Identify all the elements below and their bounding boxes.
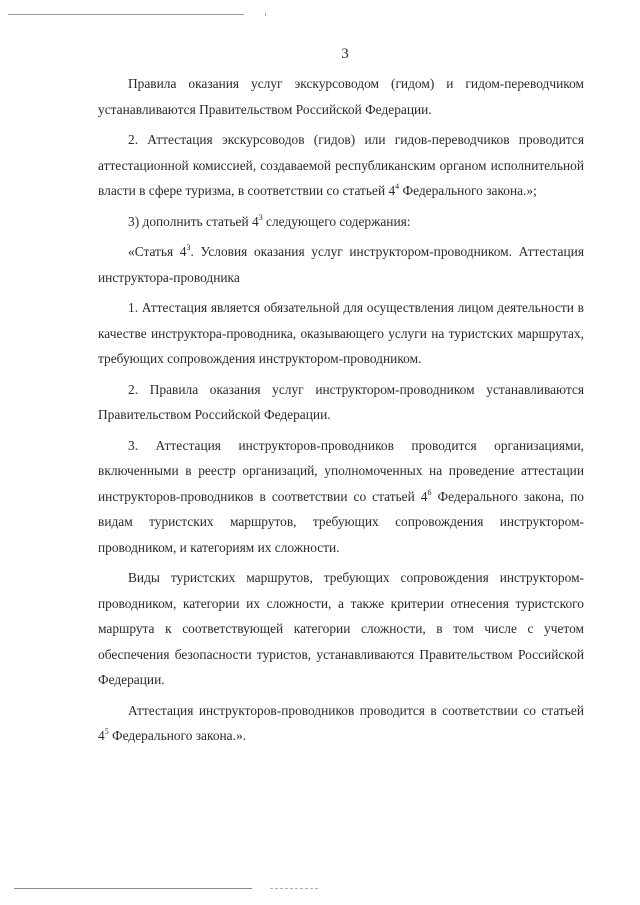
paragraph-text: 3. Аттестация инструкторов-проводников проводится организациями, включенными в реестр организаций, уполномоченных на проведение аттестации инструкторов-проводников в соответствии со статьей 4 — [98, 437, 584, 504]
paragraph-text: . Условия оказания услуг инструктором-проводником. Аттестация инструктора-проводника — [98, 244, 584, 285]
document-body — [98, 71, 584, 754]
paragraph-text: Аттестация инструкторов-проводников проводится в соответствии со статьей 4 — [98, 702, 584, 743]
paragraph — [98, 209, 584, 235]
paragraph-text: 2. Правила оказания услуг инструктором-проводником устанавливаются Правительством Российской Федерации. — [98, 381, 584, 422]
page-number: 3 — [341, 46, 349, 62]
paragraph — [98, 433, 584, 561]
paragraph-text: следующего содержания: — [262, 213, 411, 229]
article-superscript: 4 — [395, 182, 400, 191]
paragraph — [98, 295, 584, 372]
article-superscript: 3 — [258, 212, 263, 222]
paragraph-text: Виды туристских маршрутов, требующих сопровождения инструктором-проводником, категории их сложности, а также критерии отнесения туристского маршрута к соответствующей категории сложности, в том числе с учетом обеспечения безопасности туристов, устанавливаются Правительством Российской Федерации. — [98, 570, 584, 687]
paragraph — [98, 71, 584, 122]
bottom-rule-dash — [270, 888, 318, 889]
paragraph-text: «Статья 4 — [128, 244, 187, 259]
paragraph — [98, 127, 584, 204]
paragraph-text: Федерального закона, по видам туристских маршрутов, требующих сопровождения инструктором-проводником, и категориям их сложности. — [98, 488, 584, 555]
article-superscript: 6 — [427, 487, 432, 497]
paragraph-text: 3) дополнить статьей 4 — [128, 213, 259, 229]
paragraph-text: Федерального закона.»; — [399, 183, 537, 198]
article-superscript: 5 — [104, 727, 109, 736]
article-superscript: 3 — [186, 243, 191, 252]
paragraph — [98, 565, 584, 693]
paragraph — [98, 698, 584, 749]
bottom-rule — [14, 888, 252, 889]
paragraph — [98, 377, 584, 428]
paragraph-text: Правила оказания услуг экскурсоводом (гидом) и гидом-переводчиком устанавливаются Правительством Российской Федерации. — [98, 76, 584, 117]
paragraph-text: Федерального закона.». — [108, 728, 247, 743]
paragraph-text: 2. Аттестация экскурсоводов (гидов) или гидов-переводчиков проводится аттестационной комиссией, создаваемой республиканским органом исполнительной власти в сфере туризма, в соответствии со статьей 4 — [98, 132, 584, 198]
top-rule-tick — [265, 13, 266, 16]
paragraph-text: 1. Аттестация является обязательной для осуществления лицом деятельности в качестве инструктора-проводника, оказывающего услуги на туристских маршрутах, требующих сопровождения инструктором-проводником. — [98, 300, 584, 366]
paragraph — [98, 239, 584, 290]
top-rule — [8, 14, 244, 15]
